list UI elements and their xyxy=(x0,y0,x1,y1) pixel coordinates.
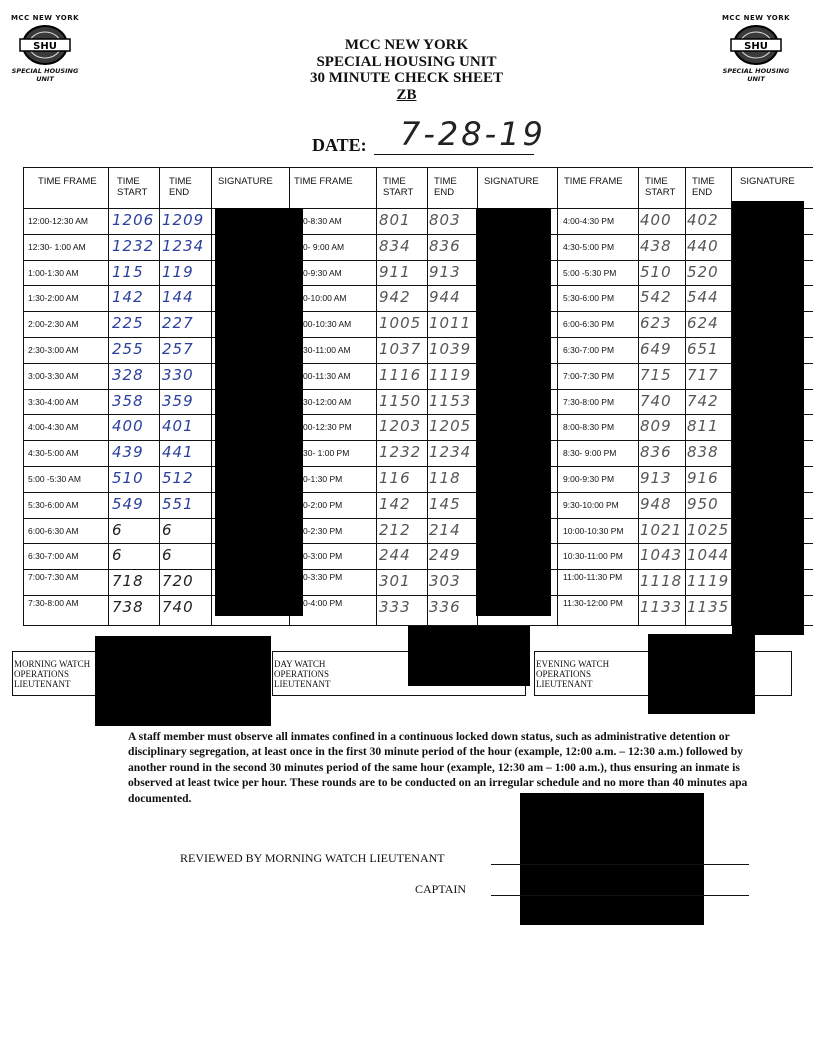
evening-time-start: 1021 xyxy=(640,520,683,539)
day-time-start: 1116 xyxy=(379,365,422,384)
morning-time-end: 1209 xyxy=(162,211,205,229)
day-time-frame: 0-9:30 AM xyxy=(303,267,342,278)
morning-time-end: 6 xyxy=(162,520,173,539)
morning-time-frame: 6:30-7:00 AM xyxy=(28,551,79,562)
header-time-end-day: TIME END xyxy=(434,176,457,198)
day-time-end: 1153 xyxy=(429,391,472,410)
table-row xyxy=(24,389,813,390)
day-time-start: 142 xyxy=(379,494,411,513)
page-title xyxy=(0,37,813,103)
morning-time-end: 401 xyxy=(162,417,194,436)
evening-time-end: 916 xyxy=(687,469,719,487)
day-time-start: 801 xyxy=(379,211,411,229)
day-time-start: 834 xyxy=(379,236,411,255)
evening-time-start: 400 xyxy=(640,211,672,229)
redaction-block xyxy=(408,626,530,686)
morning-time-start: 115 xyxy=(112,262,144,281)
logo-bottom-text: SPECIAL HOUSING UNIT xyxy=(11,67,79,83)
day-time-start: 244 xyxy=(379,546,411,565)
table-row xyxy=(24,337,813,338)
day-time-end: 1234 xyxy=(429,443,472,462)
header-signature: SIGNATURE xyxy=(218,176,273,187)
table-row xyxy=(24,260,813,261)
morning-time-end: 740 xyxy=(162,598,194,616)
day-time-frame: 00-12:30 PM xyxy=(303,422,352,433)
morning-time-frame: 12:00-12:30 AM xyxy=(28,216,89,226)
day-time-end: 913 xyxy=(429,262,461,281)
day-time-frame: 30-12:00 AM xyxy=(303,396,352,407)
morning-time-start: 510 xyxy=(112,469,144,487)
evening-time-frame: 5:30-6:00 PM xyxy=(563,293,615,304)
morning-time-end: 257 xyxy=(162,340,194,358)
morning-time-end: 330 xyxy=(162,365,194,384)
day-time-start: 1005 xyxy=(379,314,422,333)
evening-time-end: 544 xyxy=(687,288,719,307)
evening-time-frame: 9:00-9:30 PM xyxy=(563,474,615,484)
evening-time-start: 510 xyxy=(640,262,672,281)
evening-time-frame: 9:30-10:00 PM xyxy=(563,499,619,510)
evening-time-start: 438 xyxy=(640,236,672,255)
title-line-1: MCC NEW YORK xyxy=(344,37,469,53)
morning-time-start: 358 xyxy=(112,391,144,410)
table-row xyxy=(24,285,813,286)
day-time-frame: 00-10:30 AM xyxy=(303,319,352,330)
header-time-start-evening: TIME START xyxy=(645,176,676,198)
date-label: DATE: xyxy=(312,135,367,155)
table-row xyxy=(24,492,813,493)
morning-time-frame: 1:30-2:00 AM xyxy=(28,293,79,304)
logo-bottom-text: SPECIAL HOUSING UNIT xyxy=(722,67,790,83)
day-time-start: 333 xyxy=(379,598,411,616)
reviewed-signature-line xyxy=(491,864,749,865)
evening-time-frame: 11:30-12:00 PM xyxy=(563,598,623,608)
evening-time-start: 1043 xyxy=(640,546,683,565)
table-row xyxy=(24,466,813,467)
evening-time-start: 1118 xyxy=(640,572,683,591)
day-time-frame: 0-1:30 PM xyxy=(303,474,343,484)
evening-time-start: 1133 xyxy=(640,598,683,616)
morning-time-start: 439 xyxy=(112,443,144,462)
evening-time-start: 740 xyxy=(640,391,672,410)
redaction-block xyxy=(95,636,271,726)
captain-signature-line xyxy=(491,895,749,896)
evening-time-start: 809 xyxy=(640,417,672,436)
header-time-end-evening: TIME END xyxy=(692,176,715,198)
morning-time-frame: 4:00-4:30 AM xyxy=(28,422,79,433)
header-time-end: TIME END xyxy=(169,176,192,198)
evening-time-frame: 8:00-8:30 PM xyxy=(563,422,615,433)
morning-time-frame: 1:00-1:30 AM xyxy=(28,267,79,278)
morning-time-frame: 5:00 -5:30 AM xyxy=(28,474,81,484)
evening-time-end: 440 xyxy=(687,236,719,255)
captain-label: CAPTAIN xyxy=(415,882,467,896)
day-watch-label: DAY WATCH OPERATIONS LIEUTENANT xyxy=(274,659,331,689)
day-time-frame: 0-3:30 PM xyxy=(303,572,343,583)
morning-time-frame: 3:30-4:00 AM xyxy=(28,396,79,407)
morning-time-start: 6 xyxy=(112,520,123,539)
evening-time-end: 950 xyxy=(687,494,719,513)
table-row xyxy=(24,363,813,364)
morning-time-frame: 2:30-3:00 AM xyxy=(28,345,79,355)
logo-top-text: MCC NEW YORK xyxy=(721,14,791,22)
redaction-block xyxy=(732,201,804,635)
date-line xyxy=(374,154,534,155)
table-row xyxy=(24,208,813,209)
evening-time-frame: 5:00 -5:30 PM xyxy=(563,267,617,278)
morning-time-start: 718 xyxy=(112,572,144,591)
morning-time-start: 738 xyxy=(112,598,144,616)
morning-time-start: 6 xyxy=(112,546,123,565)
header-time-start: TIME START xyxy=(117,176,148,198)
day-time-end: 336 xyxy=(429,598,461,616)
header-signature-day: SIGNATURE xyxy=(484,176,539,187)
table-row xyxy=(24,518,813,519)
evening-time-end: 838 xyxy=(687,443,719,462)
morning-time-end: 6 xyxy=(162,546,173,565)
morning-time-end: 512 xyxy=(162,469,194,487)
day-time-start: 116 xyxy=(379,469,411,487)
morning-time-end: 1234 xyxy=(162,236,205,255)
morning-time-frame: 12:30- 1:00 AM xyxy=(28,241,86,252)
evening-time-start: 715 xyxy=(640,365,672,384)
morning-watch-label: MORNING WATCH OPERATIONS LIEUTENANT xyxy=(14,659,91,689)
date-row xyxy=(312,115,612,167)
evening-time-end: 1025 xyxy=(687,520,730,539)
morning-time-frame: 7:00-7:30 AM xyxy=(28,572,79,583)
table-row xyxy=(24,234,813,235)
morning-time-end: 359 xyxy=(162,391,194,410)
day-time-frame: 30- 1:00 PM xyxy=(303,448,350,459)
day-time-frame: 0-2:30 PM xyxy=(303,525,343,536)
day-time-frame: 00-11:30 AM xyxy=(303,370,351,381)
day-time-frame: 0-4:00 PM xyxy=(303,598,343,608)
evening-time-end: 1044 xyxy=(687,546,730,565)
morning-time-end: 551 xyxy=(162,494,194,513)
redaction-block xyxy=(476,208,551,616)
morning-time-frame: 6:00-6:30 AM xyxy=(28,525,79,536)
morning-time-end: 144 xyxy=(162,288,194,307)
date-value: 7-28-19 xyxy=(400,115,546,153)
day-time-start: 1203 xyxy=(379,417,422,436)
day-time-start: 212 xyxy=(379,520,411,539)
morning-time-start: 255 xyxy=(112,340,144,358)
header-time-frame-evening: TIME FRAME xyxy=(564,176,623,187)
day-time-end: 249 xyxy=(429,546,461,565)
evening-time-end: 651 xyxy=(687,340,719,358)
day-time-start: 942 xyxy=(379,288,411,307)
morning-time-end: 441 xyxy=(162,443,194,462)
day-time-frame: 0-10:00 AM xyxy=(303,293,347,304)
logo-center-text: SHU xyxy=(744,41,768,52)
instructions-tail: documented. xyxy=(128,791,192,805)
table-row xyxy=(24,543,813,544)
day-time-end: 1119 xyxy=(429,365,472,384)
logo-center-text: SHU xyxy=(33,41,57,52)
day-time-end: 1039 xyxy=(429,340,472,358)
evening-time-frame: 4:00-4:30 PM xyxy=(563,216,615,226)
table-row xyxy=(24,595,813,596)
morning-time-start: 142 xyxy=(112,288,144,307)
morning-time-end: 720 xyxy=(162,572,194,591)
evening-time-start: 948 xyxy=(640,494,672,513)
morning-time-frame: 4:30-5:00 AM xyxy=(28,448,79,459)
evening-time-frame: 7:30-8:00 PM xyxy=(563,396,615,407)
day-time-start: 1037 xyxy=(379,340,422,358)
evening-time-frame: 4:30-5:00 PM xyxy=(563,241,615,252)
evening-time-end: 520 xyxy=(687,262,719,281)
evening-time-start: 542 xyxy=(640,288,672,307)
header-time-frame: TIME FRAME xyxy=(38,176,97,187)
morning-time-start: 549 xyxy=(112,494,144,513)
day-time-end: 944 xyxy=(429,288,461,307)
evening-time-end: 742 xyxy=(687,391,719,410)
day-time-end: 303 xyxy=(429,572,461,591)
day-time-end: 836 xyxy=(429,236,461,255)
unit-code: ZB xyxy=(396,86,417,103)
morning-time-start: 225 xyxy=(112,314,144,333)
morning-time-start: 400 xyxy=(112,417,144,436)
title-line-3: 30 MINUTE CHECK SHEET xyxy=(310,70,503,86)
evening-time-end: 624 xyxy=(687,314,719,333)
evening-time-frame: 6:00-6:30 PM xyxy=(563,319,615,330)
day-time-end: 1011 xyxy=(429,314,472,333)
day-time-start: 1150 xyxy=(379,391,422,410)
logo-top-text: MCC NEW YORK xyxy=(10,14,80,22)
morning-time-end: 119 xyxy=(162,262,194,281)
title-line-2: SPECIAL HOUSING UNIT xyxy=(316,53,497,70)
evening-time-end: 717 xyxy=(687,365,719,384)
evening-time-frame: 11:00-11:30 PM xyxy=(563,572,623,583)
header-time-start-day: TIME START xyxy=(383,176,414,198)
day-time-start: 1232 xyxy=(379,443,422,462)
evening-time-frame: 8:30- 9:00 PM xyxy=(563,448,617,459)
evening-time-start: 836 xyxy=(640,443,672,462)
day-time-end: 803 xyxy=(429,211,461,229)
morning-time-frame: 2:00-2:30 AM xyxy=(28,319,79,330)
reviewed-by-label: REVIEWED BY MORNING WATCH LIEUTENANT xyxy=(180,851,445,865)
evening-time-frame: 10:30-11:00 PM xyxy=(563,551,623,562)
day-time-end: 145 xyxy=(429,494,461,513)
evening-time-start: 913 xyxy=(640,469,672,487)
table-row xyxy=(24,311,813,312)
day-time-frame: 0-8:30 AM xyxy=(303,216,342,226)
day-time-frame: 0- 9:00 AM xyxy=(303,241,345,252)
day-time-frame: 30-11:00 AM xyxy=(303,345,351,355)
day-time-start: 911 xyxy=(379,262,411,281)
day-time-start: 301 xyxy=(379,572,411,591)
redaction-block xyxy=(648,634,755,714)
header-time-frame-day: TIME FRAME xyxy=(294,176,353,187)
evening-time-end: 402 xyxy=(687,211,719,229)
evening-time-frame: 10:00-10:30 PM xyxy=(563,525,624,536)
day-time-end: 1205 xyxy=(429,417,472,436)
day-time-end: 214 xyxy=(429,520,461,539)
instructions-text: A staff member must observe all inmates confined in a continuous locked down status, such as administrative detention or disciplinary segregation, at least once in the first 30 minute period of the hour (example, 12:00 a.m. – 12:30 a.m.) followed by another round in the second 30 minutes period of the same hour (example, 12:30 am – 1:00 a.m.), thus ensuring an inmate is observed at least twice per hour. These rounds are to be conducted on an irregular schedule and no more than 40 minutes apa xyxy=(128,730,748,790)
evening-time-start: 623 xyxy=(640,314,672,333)
morning-time-start: 1206 xyxy=(112,211,155,229)
morning-time-start: 328 xyxy=(112,365,144,384)
evening-time-end: 1135 xyxy=(687,598,730,616)
day-time-frame: 0-3:00 PM xyxy=(303,551,343,562)
check-sheet-table xyxy=(23,167,813,626)
day-time-end: 118 xyxy=(429,469,461,487)
morning-time-end: 227 xyxy=(162,314,194,333)
morning-time-start: 1232 xyxy=(112,236,155,255)
evening-time-frame: 7:00-7:30 PM xyxy=(563,370,615,381)
redaction-block xyxy=(215,208,303,616)
evening-time-end: 811 xyxy=(687,417,719,436)
header-signature-evening: SIGNATURE xyxy=(740,176,795,187)
evening-time-start: 649 xyxy=(640,340,672,358)
table-row xyxy=(24,414,813,415)
evening-time-end: 1119 xyxy=(687,572,730,591)
redaction-block xyxy=(520,793,704,925)
table-row xyxy=(24,440,813,441)
day-time-frame: 0-2:00 PM xyxy=(303,499,343,510)
morning-time-frame: 7:30-8:00 AM xyxy=(28,598,79,608)
evening-watch-label: EVENING WATCH OPERATIONS LIEUTENANT xyxy=(536,659,610,689)
evening-time-frame: 6:30-7:00 PM xyxy=(563,345,615,355)
morning-time-frame: 5:30-6:00 AM xyxy=(28,499,79,510)
morning-time-frame: 3:00-3:30 AM xyxy=(28,370,79,381)
table-row xyxy=(24,569,813,570)
